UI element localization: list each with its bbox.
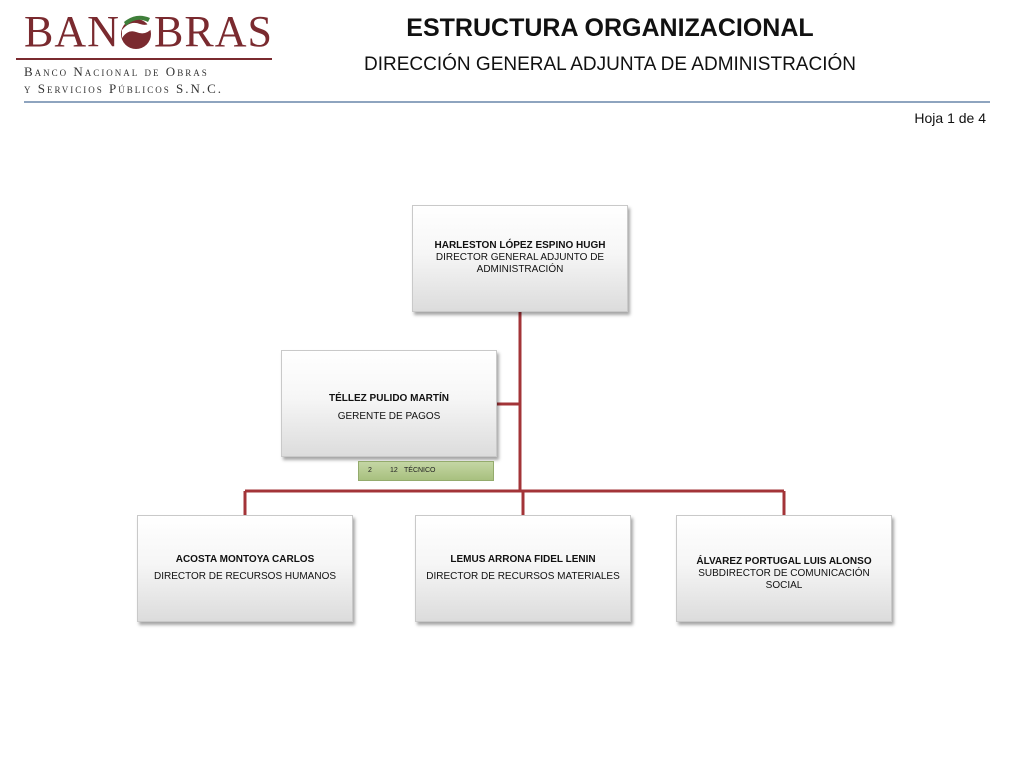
logo-word-ban: BAN bbox=[24, 7, 120, 56]
node-name: HARLESTON LÓPEZ ESPINO HUGH bbox=[434, 240, 606, 251]
node-name: ACOSTA MONTOYA CARLOS bbox=[175, 554, 315, 565]
org-node-recursos-materiales bbox=[415, 515, 631, 622]
node-role: GERENTE DE PAGOS bbox=[337, 411, 441, 422]
org-node-gerente-pagos bbox=[281, 350, 497, 457]
positions-bar bbox=[358, 461, 494, 481]
node-name: TÉLLEZ PULIDO MARTÍN bbox=[329, 393, 449, 404]
node-name: LEMUS ARRONA FIDEL LENIN bbox=[450, 554, 596, 565]
logo-word-bras: BRAS bbox=[154, 7, 273, 56]
org-node-director-general-adjunto bbox=[412, 205, 628, 312]
org-node-comunicacion-social bbox=[676, 515, 892, 622]
node-role: SUBDIRECTOR DE COMUNICACIÓN SOCIAL bbox=[698, 568, 870, 591]
node-name: ÁLVAREZ PORTUGAL LUIS ALONSO bbox=[696, 556, 872, 567]
logo-subtitle-line2: y Servicios Públicos S.N.C. bbox=[24, 81, 224, 96]
logo-subtitle-line1: Banco Nacional de Obras bbox=[24, 64, 209, 79]
positions-level: 12 bbox=[390, 467, 398, 474]
node-role: DIRECTOR GENERAL ADJUNTO DE ADMINISTRACIÓN bbox=[435, 252, 605, 275]
page-title: ESTRUCTURA ORGANIZACIONAL bbox=[406, 14, 814, 42]
page-subtitle: DIRECCIÓN GENERAL ADJUNTA DE ADMINISTRACIÓN bbox=[364, 54, 856, 75]
org-node-recursos-humanos bbox=[137, 515, 353, 622]
page-count: Hoja 1 de 4 bbox=[914, 110, 986, 126]
positions-count: 2 bbox=[368, 467, 372, 474]
node-role: DIRECTOR DE RECURSOS HUMANOS bbox=[153, 571, 337, 582]
node-role: DIRECTOR DE RECURSOS MATERIALES bbox=[426, 571, 620, 582]
positions-label: TÉCNICO bbox=[404, 467, 436, 474]
